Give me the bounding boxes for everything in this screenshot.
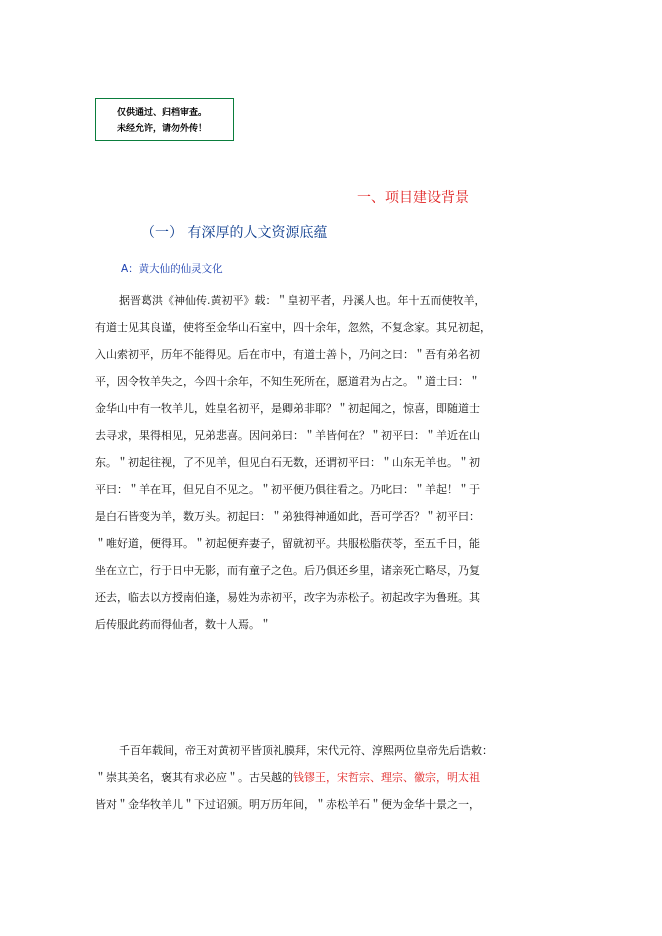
subsection-heading: （一） 有深厚的人文资源底蕴 xyxy=(141,225,328,241)
paragraph-line: 入山索初平，历年不能得见。后在市中，有道士善卜，乃问之曰：＂吾有弟名初 xyxy=(95,348,480,361)
paragraph-line: 东。＂初起往视，了不见羊，但见白石无数，还谓初平曰：＂山东无羊也。＂初 xyxy=(95,456,480,469)
paragraph-line: 去寻求，果得相见，兄弟悲喜。因问弟曰：＂羊皆何在？＂初平曰：＂羊近在山 xyxy=(95,429,480,442)
paragraph-line: 皆对＂金华牧羊儿＂下过诏颁。明万历年间，＂赤松羊石＂便为金华十景之一， xyxy=(95,798,480,811)
paragraph-line xyxy=(95,769,565,796)
paragraph-line: 据晋葛洪《神仙传.黄初平》载：＂皇初平者，丹溪人也。年十五而使牧羊， xyxy=(119,294,486,307)
paragraph-line: 还去，临去以方授南伯逢，易姓为赤初平，改字为赤松子。初起改字为鲁班。其 xyxy=(95,591,480,604)
paragraph-text: ＂崇其美名，褒其有求必应＂。古吴越的 xyxy=(95,771,293,784)
paragraph-line: 坐在立亡，行于日中无影，而有童子之色。后乃俱还乡里，诸亲死亡略尽，乃复 xyxy=(95,564,480,577)
paragraph-line: 千百年载间，帝王对黄初平皆顶礼膜拜，宋代元符、淳熙两位皇帝先后诰敕： xyxy=(119,744,493,757)
paragraph-line: 有道士见其良谨，使将至金华山石室中，四十余年，忽然，不复念家。其兄初起， xyxy=(95,321,491,334)
notice-line-1: 仅供通过、归档审查。 xyxy=(117,108,208,118)
highlighted-emperors: 钱镠王，宋哲宗、理宗、徽宗，明太祖 xyxy=(293,771,480,784)
topic-heading: A：黄大仙的仙灵文化 xyxy=(121,263,223,275)
confidential-notice-box xyxy=(95,98,234,141)
paragraph-line: 平曰：＂羊在耳，但兄自不见之。＂初平便乃俱往看之。乃叱曰：＂羊起！＂于 xyxy=(95,483,480,496)
section-heading: 一、项目建设背景 xyxy=(357,190,469,206)
paragraph-line: 金华山中有一牧羊儿，姓皇名初平，是卿弟非耶？＂初起闻之，惊喜，即随道士 xyxy=(95,402,480,415)
paragraph-2 xyxy=(95,742,565,823)
paragraph-line: 是白石皆变为羊，数万头。初起曰：＂弟独得神通如此，吾可学否？＂初平曰： xyxy=(95,510,480,523)
paragraph-line: 平，因令牧羊失之，今四十余年，不知生死所在，愿道君为占之。＂道士曰：＂ xyxy=(95,375,480,388)
paragraph-line: 后传服此药而得仙者，数十人焉。＂ xyxy=(95,618,271,631)
paragraph-line: ＂唯好道，便得耳。＂初起便弃妻子，留就初平。共服松脂茯苓，至五千日，能 xyxy=(95,537,480,550)
paragraph-1 xyxy=(95,292,565,643)
notice-line-2: 未经允许，请勿外传！ xyxy=(117,124,208,134)
